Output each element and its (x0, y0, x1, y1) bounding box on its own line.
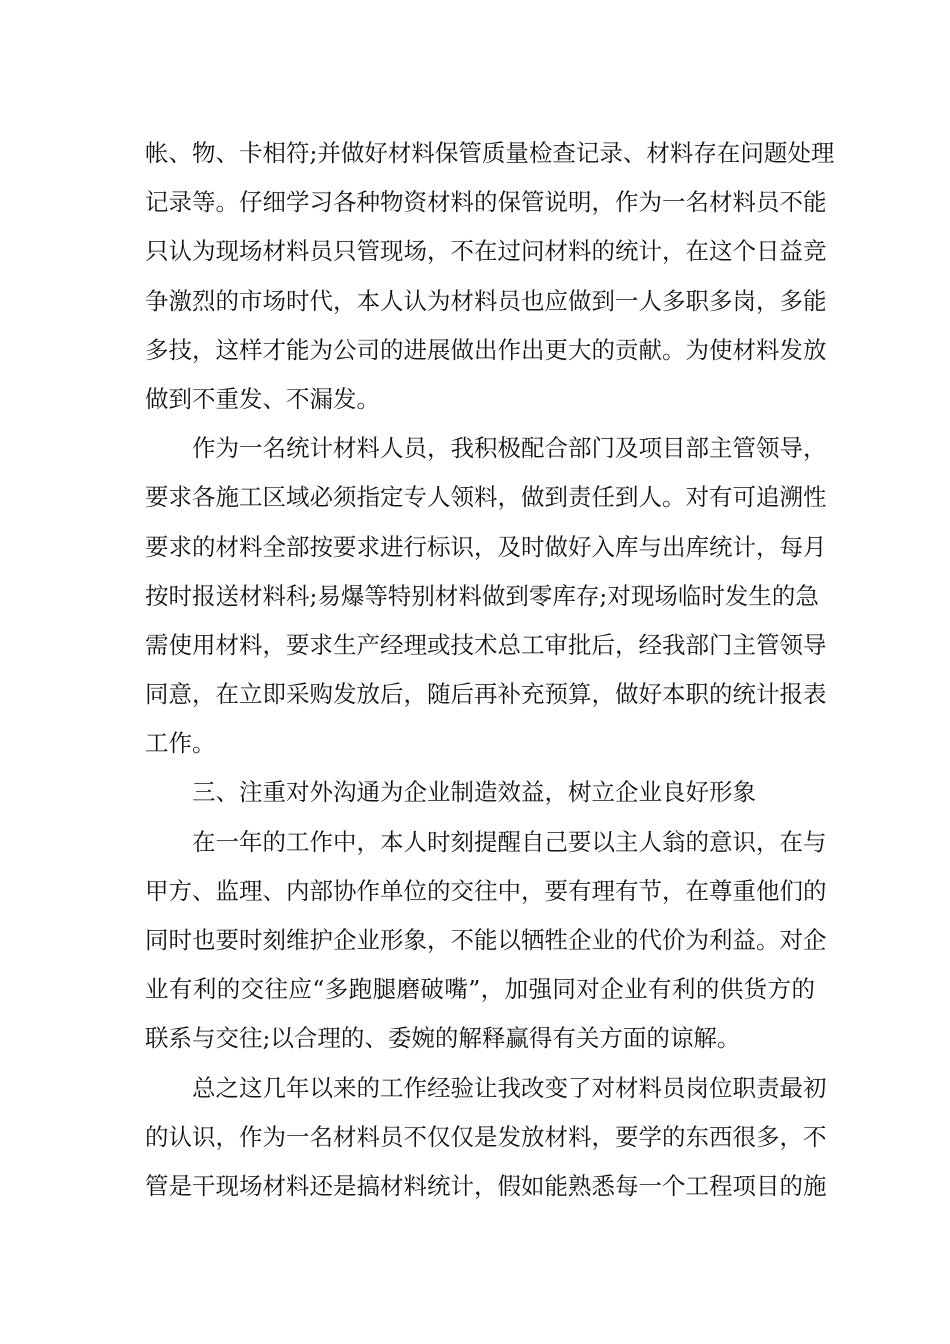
text-line: 业有利的交往应“多跑腿磨破嘴”，加强同对企业有利的供货方的 (145, 975, 815, 1004)
text-line: 只认为现场材料员只管现场，不在过问材料的统计，在这个日益竞 (145, 237, 827, 266)
body-text (145, 129, 835, 1211)
text-line: 三、注重对外沟通为企业制造效益，树立企业良好形象 (192, 778, 756, 807)
text-line: 要求各施工区域必须指定专人领料，做到责任到人。对有可追溯性 (145, 483, 827, 512)
text-line: 在一年的工作中，本人时刻提醒自己要以主人翁的意识，在与 (192, 827, 827, 856)
text-line: 同时也要时刻维护企业形象，不能以牺牲企业的代价为利益。对企 (145, 926, 827, 954)
text-line: 要求的材料全部按要求进行标识，及时做好入库与出库统计，每月 (145, 532, 827, 561)
text-line: 同意，在立即采购发放后，随后再补充预算，做好本职的统计报表 (145, 680, 827, 709)
text-line: 总之这几年以来的工作经验让我改变了对材料员岗位职责最初 (192, 1073, 827, 1102)
text-line: 工作。 (145, 729, 216, 758)
text-line: 多技，这样才能为公司的进展做出作出更大的贡献。为使材料发放 (145, 335, 827, 364)
text-line: 记录等。仔细学习各种物资材料的保管说明，作为一名材料员不能 (145, 188, 827, 217)
text-line: 按时报送材料科;易爆等特别材料做到零库存;对现场临时发生的急 (145, 581, 819, 610)
text-line: 联系与交往;以合理的、委婉的解释赢得有关方面的谅解。 (145, 1024, 741, 1053)
text-line: 做到不重发、不漏发。 (145, 384, 380, 413)
text-line: 管是干现场材料还是搞材料统计，假如能熟悉每一个工程项目的施 (145, 1171, 827, 1200)
text-line: 作为一名统计材料人员，我积极配合部门及项目部主管领导， (192, 434, 827, 463)
text-line: 帐、物、卡相符;并做好材料保管质量检查记录、材料存在问题处理 (145, 139, 835, 167)
text-line: 甲方、监理、内部协作单位的交往中，要有理有节，在尊重他们的 (145, 876, 827, 905)
text-line: 需使用材料，要求生产经理或技术总工审批后，经我部门主管领导 (145, 630, 827, 659)
text-line: 争激烈的市场时代，本人认为材料员也应做到一人多职多岗，多能 (145, 286, 827, 315)
text-line: 的认识，作为一名材料员不仅仅是发放材料，要学的东西很多，不 (145, 1122, 827, 1151)
